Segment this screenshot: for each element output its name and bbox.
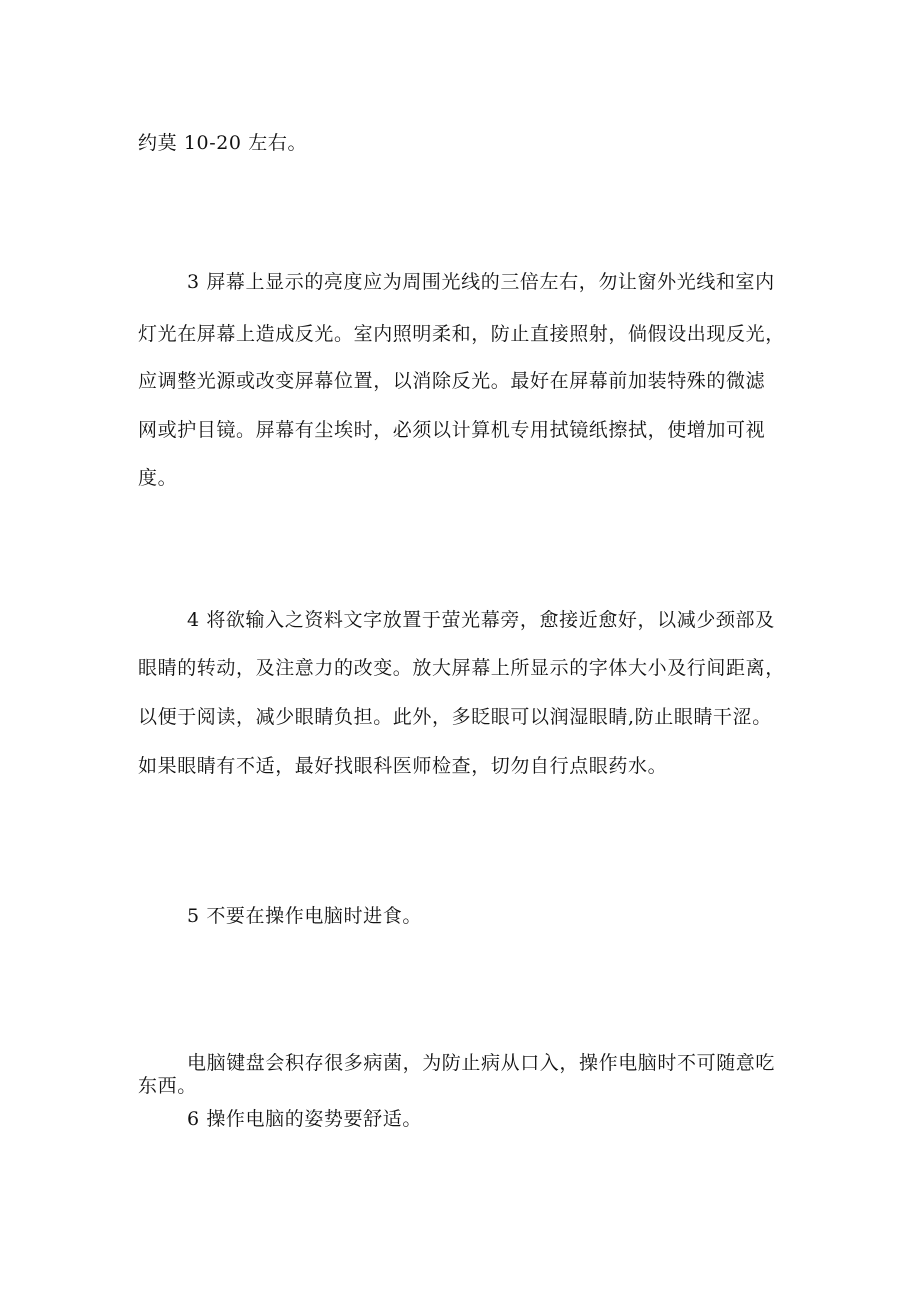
text-line: 东西。: [138, 1075, 197, 1097]
text-line: 6 操作电脑的姿势要舒适。: [187, 1108, 422, 1130]
text-line: 网或护目镜。屏幕有尘埃时，必须以计算机专用拭镜纸擦拭，使增加可视: [138, 419, 766, 441]
text-line: 约莫 10-20 左右。: [138, 132, 308, 154]
text-line: 灯光在屏幕上造成反光。室内照明柔和，防止直接照射，倘假设出现反光，: [138, 323, 785, 345]
text-line: 3 屏幕上显示的亮度应为周围光线的三倍左右，勿让窗外光线和室内: [187, 271, 775, 293]
text-line: 5 不要在操作电脑时进食。: [187, 905, 422, 927]
text-line: 电脑键盘会积存很多病菌，为防止病从口入，操作电脑时不可随意吃: [187, 1052, 776, 1074]
text-line: 度。: [138, 467, 178, 489]
text-line: 4 将欲输入之资料文字放置于萤光幕旁，愈接近愈好，以减少颈部及: [187, 609, 775, 631]
text-line: 应调整光源或改变屏幕位置，以消除反光。最好在屏幕前加装特殊的微滤: [138, 370, 766, 392]
text-line: 如果眼睛有不适，最好找眼科医师检查，切勿自行点眼药水。: [138, 755, 668, 777]
text-line: 眼睛的转动，及注意力的改变。放大屏幕上所显示的字体大小及行间距离，: [138, 657, 785, 679]
text-line: 以便于阅读，减少眼睛负担。此外，多眨眼可以润湿眼睛,防止眼睛干涩。: [138, 706, 772, 728]
